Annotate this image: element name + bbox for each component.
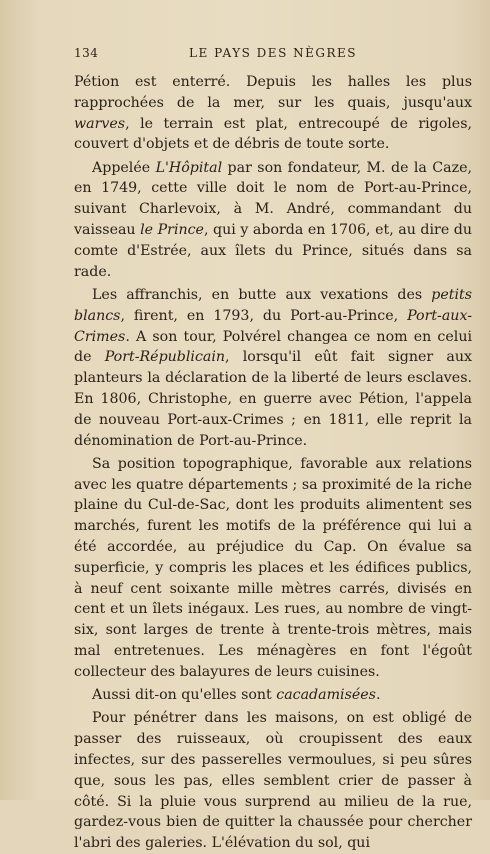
italic-text: Port-aux-Crimes (74, 307, 472, 345)
text-run: , firent, en 1793, du Port-au-Prince, (120, 307, 408, 324)
page-number: 134 (74, 46, 99, 60)
paragraph (74, 285, 472, 451)
text-run: . A son tour, Polvérel changea ce nom en celui de (74, 328, 472, 366)
text-run: par son fondateur, M. de la Caze, en 1749, cette ville doit le nom de Port-au-Prince, suivant Charlevoix, à M. André, commandant du vaisseau (74, 159, 472, 239)
text-run: , le terrain est plat, entrecoupé de rigoles, couvert d'objets et de débris de toute sorte. (74, 115, 472, 153)
italic-text: L'Hôpital (155, 159, 223, 176)
paragraph (74, 454, 472, 683)
text-run: Appelée (92, 159, 156, 176)
text-run: Pour pénétrer dans les maisons, on est obligé de passer des ruisseaux, où croupissent des eaux infectes, sur des passerelles vermoulues, si peu sûres que, sous les pas, elles semblent crier de passer à côté. Si la pluie vous surprend au milieu de la rue, gardez-vous bien de quitter la chaussée pour chercher l'abri des galeries. L'élévation du sol, qui (74, 710, 472, 852)
italic-text: warves (74, 115, 126, 132)
page-header (74, 46, 472, 62)
italic-text: Port-Républicain (104, 349, 226, 366)
paragraph (74, 708, 472, 854)
text-run: , qui y aborda en 1706, et, au dire du comte d'Estrée, aux îlets du Prince, situés dans sa rade. (74, 222, 472, 280)
running-title: LE PAYS DES NÈGRES (189, 46, 357, 60)
text-run: , lorsqu'il eût fait signer aux planteurs la déclaration de la liberté de leurs esclaves. En 1806, Christophe, en guerre avec Pétion, l'appela de nouveau Port-aux-Crimes ; en 1811, elle reprit la dénomination de Port-au-Prince. (74, 349, 472, 449)
italic-text: cacadamisées (276, 687, 376, 704)
text-run: Pétion est enterré. Depuis les halles les plus rapprochées de la mer, sur les quais, jusqu'aux (74, 74, 472, 111)
italic-text: le Prince (140, 222, 204, 239)
paragraph (74, 158, 472, 283)
body-text (74, 72, 472, 854)
text-run: Les affranchis, en butte aux vexations des (92, 286, 432, 303)
italic-text: petits blancs (74, 286, 472, 324)
paragraph (74, 685, 472, 706)
paragraph (74, 72, 472, 155)
text-run: . (375, 687, 381, 704)
text-run: Sa position topographique, favorable aux relations avec les quatre départements ; sa proximité de la riche plaine du Cul-de-Sac, dont les produits alimentent ses marchés, furent les motifs de la préférence qui lui a été accordée, au préjudice du Cap. On évalue sa superficie, y compris les places et les édifices publics, à neuf cent soixante mille mètres carrés, divisés en cent et un îlets inégaux. Les rues, au nombre de vingt-six, sont larges de trente à trente-trois mètres, mais mal entretenues. Les ménagères en font l'égoût collecteur des balayures de leurs cuisines. (74, 455, 472, 680)
text-run: Aussi dit-on qu'elles sont (92, 687, 277, 704)
